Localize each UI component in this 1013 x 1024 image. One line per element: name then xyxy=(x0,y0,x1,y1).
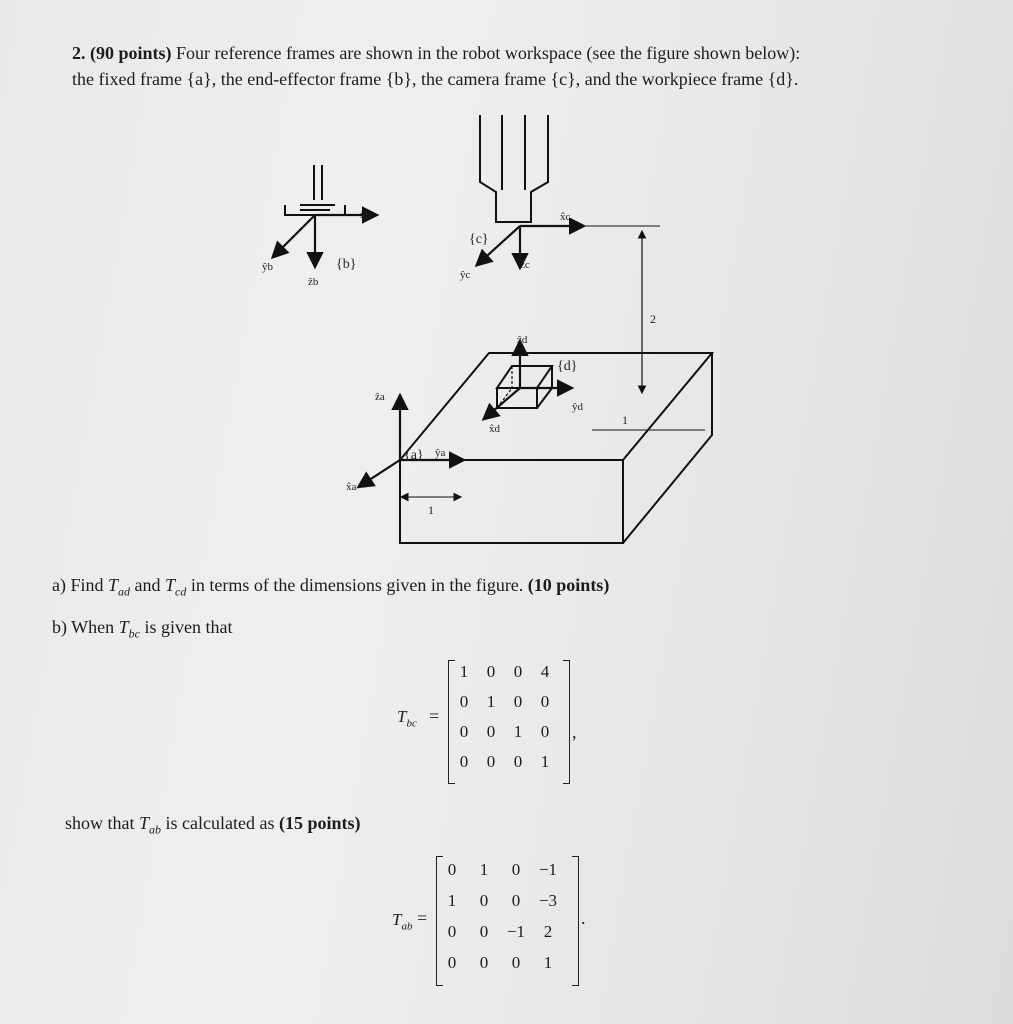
part-a-T-cd: $T_{cd}$ xyxy=(165,575,187,599)
matrix-ab-cell: 1 xyxy=(543,953,553,972)
matrix-ab-cell: −1 xyxy=(506,922,526,941)
matrix-ab-cell: 0 xyxy=(511,860,521,879)
matrix-ab-cell: 0 xyxy=(479,922,489,941)
matrix-bc-cell: 0 xyxy=(513,752,523,771)
matrix-bc-equals: = xyxy=(429,706,440,726)
label-yc: ŷc xyxy=(460,269,471,281)
label-zc: ẑc xyxy=(520,259,530,271)
show-that-T-ab: $T_{ab}$ xyxy=(139,813,162,837)
matrix-bc-cell: 0 xyxy=(459,752,469,771)
matrix-ab-cell: −1 xyxy=(538,860,558,879)
matrix-bc-cell: 1 xyxy=(513,722,523,741)
matrix-bc-cell: 1 xyxy=(486,692,496,711)
label-frame-d: {d} xyxy=(557,359,578,374)
matrix-ab-cell: 1 xyxy=(447,891,457,910)
label-xd: x̂d xyxy=(489,423,500,435)
camera-body xyxy=(480,115,548,222)
matrix-ab-cell: 0 xyxy=(479,891,489,910)
label-zd: ẑd xyxy=(517,334,528,346)
part-b-text: is given that xyxy=(144,617,233,637)
part-a-points: (10 points) xyxy=(527,575,610,595)
matrix-ab-label: $T_{ab}$ xyxy=(392,910,413,933)
question-text-2: the fixed frame {a}, the end-effector frame {b}, the camera frame {c}, and the workpiece frame {d}. xyxy=(72,69,799,89)
label-frame-b: {b} xyxy=(336,257,357,272)
show-that-rest: is calculated as xyxy=(165,813,275,833)
show-that-line xyxy=(65,813,360,838)
matrix-ab-cell: 0 xyxy=(511,953,521,972)
label-zb: ẑb xyxy=(308,276,319,288)
question-text-1: Four reference frames are shown in the robot workspace (see the figure shown below): xyxy=(176,43,801,63)
part-b-label: b) When xyxy=(52,617,115,637)
part-a-text: in terms of the dimensions given in the figure. xyxy=(190,575,524,595)
label-ya: ŷa xyxy=(435,447,446,459)
question-number: 2. xyxy=(72,43,86,63)
matrix-bc-cell: 0 xyxy=(459,722,469,741)
matrix-ab-equals: = xyxy=(417,908,428,928)
matrix-bc-cell: 4 xyxy=(540,662,550,681)
matrix-bc-cell: 0 xyxy=(486,722,496,741)
matrix-bc-cell: 0 xyxy=(513,662,523,681)
workpiece-box-top xyxy=(400,353,712,460)
part-b xyxy=(52,617,233,642)
question-points: (90 points) xyxy=(90,43,172,63)
matrix-ab-cell: 2 xyxy=(543,922,553,941)
matrix-ab-trailing-period: . xyxy=(581,908,586,928)
matrix-bc-trailing-comma: , xyxy=(572,722,577,742)
matrix-bc-cell: 0 xyxy=(486,662,496,681)
label-frame-a: {a} xyxy=(404,448,424,463)
label-za: ẑa xyxy=(375,391,385,403)
matrix-ab-cell: 0 xyxy=(447,922,457,941)
label-frame-c: {c} xyxy=(469,232,489,247)
matrix-bc-cell: 0 xyxy=(513,692,523,711)
workpiece-box-front xyxy=(400,460,623,543)
label-yd: ŷd xyxy=(572,401,583,413)
matrix-bc-cell: 1 xyxy=(459,662,469,681)
part-b-T-bc: $T_{bc}$ xyxy=(118,617,140,641)
label-xa: x̂a xyxy=(346,481,357,493)
matrix-bc-cell: 0 xyxy=(540,722,550,741)
matrix-bc-label: $T_{bc}$ xyxy=(397,707,417,730)
dimension-1-right: 1 xyxy=(622,413,628,427)
matrix-bc-cell: 0 xyxy=(540,692,550,711)
part-a-T-ad: $T_{ad}$ xyxy=(108,575,131,599)
matrix-ab-cell: 0 xyxy=(511,891,521,910)
part-a-and: and xyxy=(134,575,161,595)
matrix-ab-cell: 0 xyxy=(447,953,457,972)
matrix-bc-cell: 0 xyxy=(486,752,496,771)
matrix-ab-cell: −3 xyxy=(538,891,558,910)
dimension-2: 2 xyxy=(650,312,656,326)
part-a xyxy=(52,575,609,600)
show-that-text: show that xyxy=(65,813,135,833)
matrix-ab-cell: 0 xyxy=(479,953,489,972)
part-a-label: a) Find xyxy=(52,575,104,595)
label-yb: ŷb xyxy=(262,261,273,273)
matrix-ab-cell: 1 xyxy=(479,860,489,879)
show-that-points: (15 points) xyxy=(278,813,361,833)
matrix-bc-cell: 0 xyxy=(459,692,469,711)
matrix-bc-cell: 1 xyxy=(540,752,550,771)
matrix-ab-right-bracket xyxy=(572,856,579,986)
gripper xyxy=(285,165,345,215)
matrix-bc-right-bracket xyxy=(563,660,570,784)
label-xc: x̂c xyxy=(560,211,571,223)
label-xb: x̂b xyxy=(360,209,371,221)
matrix-ab-cell: 0 xyxy=(447,860,457,879)
dimension-1-bottom: 1 xyxy=(428,503,434,517)
